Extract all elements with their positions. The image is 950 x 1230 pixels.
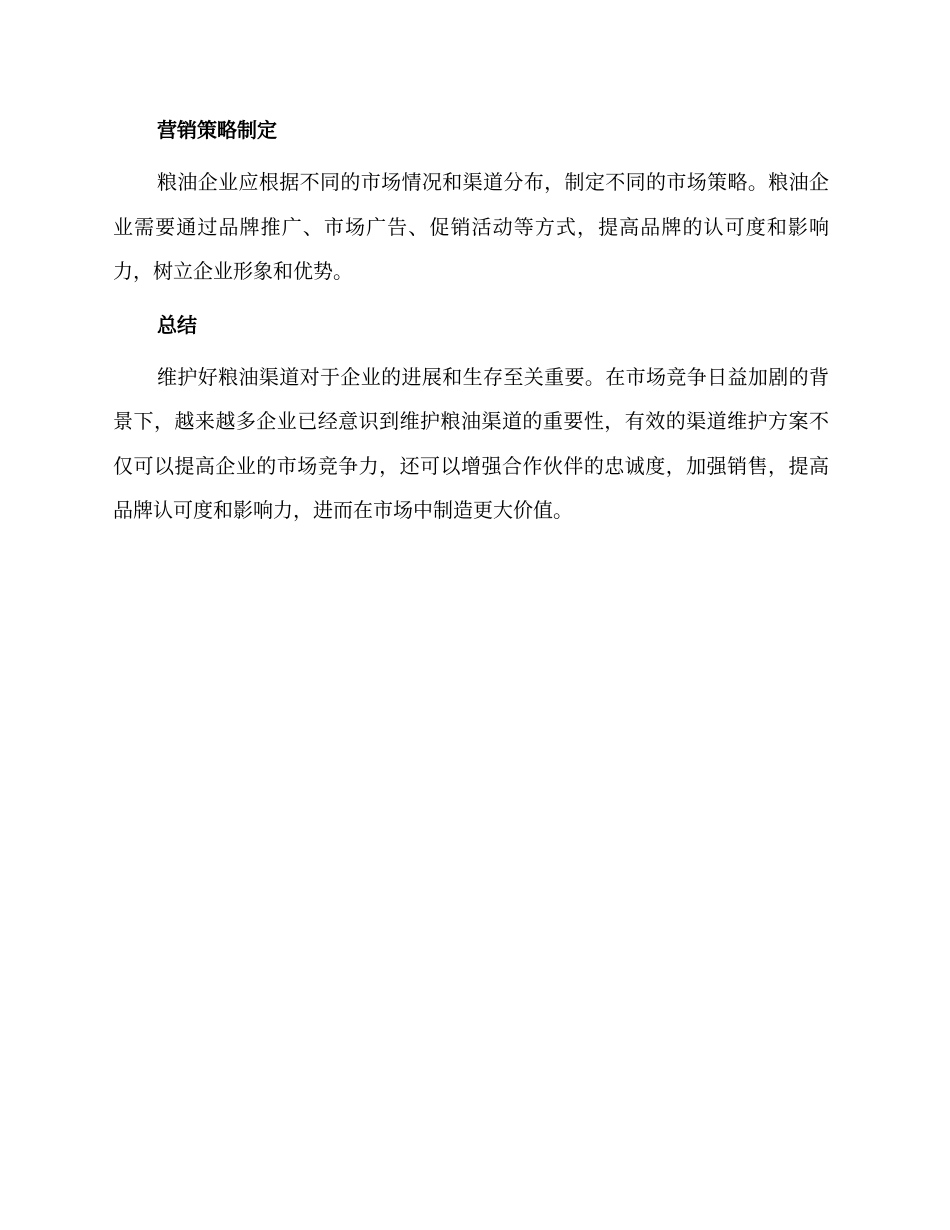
section-paragraph-summary: 维护好粮油渠道对于企业的进展和生存至关重要。在市场竞争日益加剧的背景下，越来越多企业已经意识到维护粮油渠道的重要性，有效的渠道维护方案不仅可以提高企业的市场竞争力，还可以增强合作伙伴的忠诚度，加强销售，提高品牌认可度和影响力，进而在市场中制造更大价值。 — [113, 364, 829, 522]
section-heading-summary: 总结 — [157, 312, 197, 337]
section-heading-marketing-strategy: 营销策略制定 — [157, 118, 277, 142]
section-paragraph-marketing-strategy: 粮油企业应根据不同的市场情况和渠道分布，制定不同的市场策略。粮油企业需要通过品牌推广、市场广告、促销活动等方式，提高品牌的认可度和影响力，树立企业形象和优势。 — [113, 170, 829, 283]
